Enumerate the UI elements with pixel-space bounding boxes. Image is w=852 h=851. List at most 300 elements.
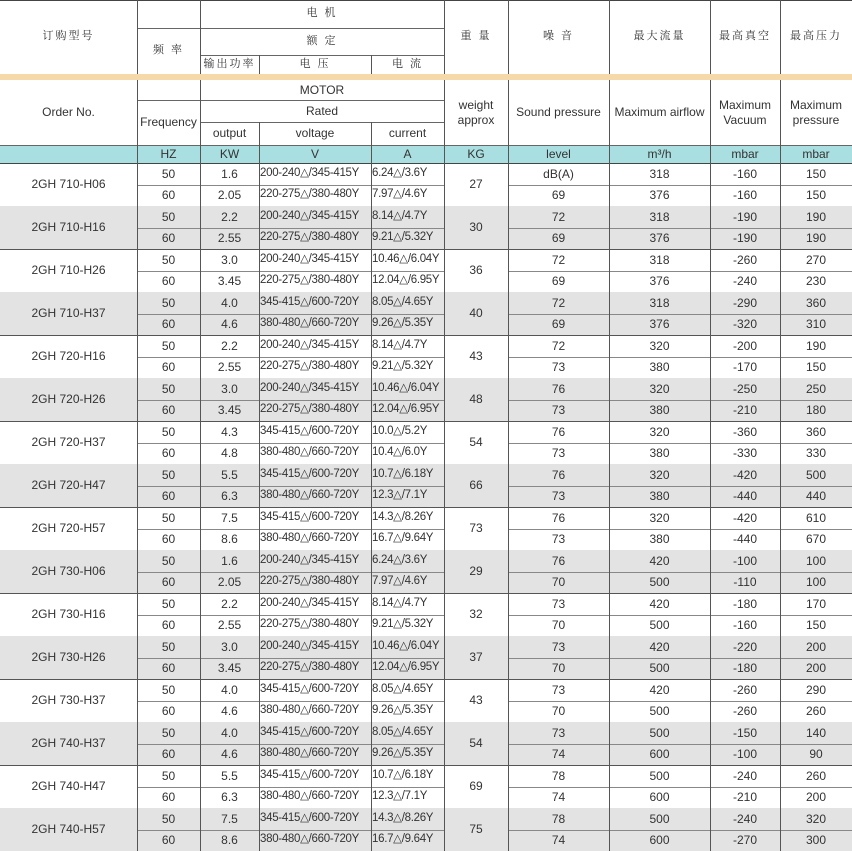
sound: 73	[551, 403, 566, 418]
header-zh-freq: 频 率	[152, 44, 185, 57]
divider	[259, 722, 260, 765]
frequency: 50	[161, 252, 176, 267]
divider	[137, 228, 444, 229]
sound: 73	[551, 446, 566, 461]
divider	[710, 722, 711, 765]
pressure: 150	[805, 360, 827, 375]
airflow: 420	[649, 639, 670, 654]
order-no: 2GH 720-H26	[31, 392, 106, 407]
sound: 73	[551, 360, 566, 375]
output: 2.55	[217, 618, 242, 633]
voltage: 345-415△/600-720Y	[260, 682, 360, 695]
sound: 74	[551, 747, 566, 762]
divider	[710, 145, 711, 163]
frequency: 60	[161, 489, 176, 504]
divider	[508, 744, 852, 745]
airflow: 318	[649, 166, 670, 181]
divider	[137, 486, 444, 487]
divider	[780, 163, 781, 206]
divider	[444, 163, 445, 206]
divider	[780, 722, 781, 765]
frequency: 50	[161, 596, 176, 611]
pressure: 300	[805, 833, 827, 848]
current: 8.05△/4.65Y	[372, 725, 434, 738]
unit-freq: HZ	[160, 146, 177, 161]
frequency: 50	[161, 295, 176, 310]
weight: 66	[469, 478, 483, 493]
weight: 73	[469, 521, 483, 536]
divider	[137, 572, 444, 573]
airflow: 376	[649, 317, 670, 332]
unit-vacuum: mbar	[731, 146, 759, 161]
frequency: 50	[161, 510, 176, 525]
voltage: 220-275△/380-480Y	[260, 231, 360, 244]
airflow: 500	[649, 618, 670, 633]
divider	[780, 335, 781, 378]
current: 16.7△/9.64Y	[372, 833, 434, 846]
divider	[444, 507, 445, 550]
divider	[259, 464, 260, 507]
pressure: 330	[805, 446, 827, 461]
current: 12.04△/6.95Y	[372, 403, 440, 416]
header-en-pressure: Maximum pressure	[789, 98, 842, 127]
divider	[200, 464, 201, 507]
divider	[609, 550, 610, 593]
divider	[137, 550, 138, 593]
vacuum: -290	[732, 295, 758, 310]
divider	[508, 357, 852, 358]
divider	[259, 249, 260, 292]
divider	[200, 507, 201, 550]
divider	[137, 0, 138, 74]
header-en-airflow: Maximum airflow	[614, 105, 705, 120]
divider	[259, 507, 260, 550]
current: 9.26△/5.35Y	[372, 704, 434, 717]
divider	[444, 145, 445, 163]
divider	[508, 314, 852, 315]
voltage: 220-275△/380-480Y	[260, 403, 360, 416]
airflow: 318	[649, 252, 670, 267]
vacuum: -160	[732, 188, 758, 203]
frequency: 60	[161, 188, 176, 203]
divider	[371, 378, 372, 421]
pressure: 200	[805, 661, 827, 676]
divider	[780, 464, 781, 507]
divider	[508, 163, 509, 206]
output: 4.3	[221, 424, 238, 439]
unit-output: KW	[219, 146, 240, 161]
current: 10.7△/6.18Y	[372, 768, 434, 781]
output: 8.6	[221, 833, 238, 848]
divider	[508, 701, 852, 702]
sound: 69	[551, 274, 566, 289]
pressure: 140	[805, 725, 827, 740]
divider	[137, 658, 444, 659]
output: 3.0	[221, 252, 238, 267]
unit-weight: KG	[467, 146, 485, 161]
airflow: 420	[649, 682, 670, 697]
sound: 74	[551, 790, 566, 805]
vacuum: -190	[732, 209, 758, 224]
order-no: 2GH 710-H16	[31, 220, 106, 235]
airflow: 320	[649, 338, 670, 353]
divider	[200, 722, 201, 765]
current: 6.24△/3.6Y	[372, 166, 428, 179]
divider	[508, 80, 509, 145]
weight: 37	[469, 650, 483, 665]
vacuum: -200	[732, 338, 758, 353]
voltage: 220-275△/380-480Y	[260, 618, 360, 631]
current: 10.7△/6.18Y	[372, 467, 434, 480]
output: 5.5	[221, 467, 238, 482]
divider	[609, 722, 610, 765]
divider	[200, 100, 444, 101]
voltage: 345-415△/600-720Y	[260, 295, 360, 308]
divider	[508, 787, 852, 788]
divider	[259, 292, 260, 335]
divider	[609, 593, 610, 636]
divider	[609, 636, 610, 679]
vacuum: -440	[732, 489, 758, 504]
sound: dB(A)	[543, 166, 574, 181]
divider	[710, 679, 711, 722]
frequency: 50	[161, 467, 176, 482]
order-no: 2GH 730-H37	[31, 693, 106, 708]
pressure: 200	[805, 639, 827, 654]
divider	[371, 55, 372, 74]
divider	[508, 292, 509, 335]
output: 3.45	[217, 661, 242, 676]
divider	[137, 722, 138, 765]
frequency: 60	[161, 231, 176, 246]
current: 14.3△/8.26Y	[372, 510, 434, 523]
frequency: 60	[161, 747, 176, 762]
divider	[710, 765, 711, 808]
divider	[259, 421, 260, 464]
current: 8.05△/4.65Y	[372, 682, 434, 695]
current: 7.97△/4.6Y	[372, 575, 428, 588]
divider	[137, 787, 444, 788]
airflow: 380	[649, 489, 670, 504]
divider	[371, 722, 372, 765]
divider	[371, 464, 372, 507]
divider	[444, 722, 445, 765]
pressure: 190	[805, 338, 827, 353]
divider	[444, 206, 445, 249]
divider	[137, 421, 138, 464]
weight: 32	[469, 607, 483, 622]
pressure: 270	[805, 252, 827, 267]
vacuum: -420	[732, 510, 758, 525]
airflow: 500	[649, 811, 670, 826]
current: 10.46△/6.04Y	[372, 252, 440, 265]
output: 5.5	[221, 768, 238, 783]
divider	[780, 507, 781, 550]
pressure: 360	[805, 295, 827, 310]
output: 3.0	[221, 639, 238, 654]
divider	[609, 808, 610, 851]
divider	[200, 421, 201, 464]
weight: 75	[469, 822, 483, 837]
pressure: 440	[805, 489, 827, 504]
divider	[508, 507, 509, 550]
header-en-motor: MOTOR	[299, 82, 345, 97]
divider	[444, 550, 445, 593]
airflow: 420	[649, 596, 670, 611]
divider	[609, 80, 610, 145]
divider	[371, 550, 372, 593]
voltage: 220-275△/380-480Y	[260, 661, 360, 674]
voltage: 200-240△/345-415Y	[260, 553, 360, 566]
divider	[508, 271, 852, 272]
output: 4.0	[221, 295, 238, 310]
airflow: 376	[649, 274, 670, 289]
divider	[0, 145, 852, 146]
weight: 54	[469, 736, 483, 751]
divider	[259, 55, 260, 74]
divider	[200, 55, 444, 56]
vacuum: -320	[732, 317, 758, 332]
divider	[780, 636, 781, 679]
output: 3.45	[217, 403, 242, 418]
pressure: 180	[805, 403, 827, 418]
current: 10.46△/6.04Y	[372, 381, 440, 394]
airflow: 500	[649, 704, 670, 719]
voltage: 380-480△/660-720Y	[260, 747, 360, 760]
order-no: 2GH 720-H37	[31, 435, 106, 450]
divider	[200, 145, 201, 163]
divider	[508, 378, 509, 421]
order-no: 2GH 720-H16	[31, 349, 106, 364]
vacuum: -240	[732, 811, 758, 826]
divider	[710, 421, 711, 464]
divider	[609, 464, 610, 507]
divider	[371, 765, 372, 808]
divider	[200, 206, 201, 249]
divider	[137, 357, 444, 358]
divider	[508, 615, 852, 616]
divider	[137, 529, 444, 530]
vacuum: -170	[732, 360, 758, 375]
frequency: 50	[161, 682, 176, 697]
divider	[444, 421, 445, 464]
unit-voltage: V	[310, 146, 319, 161]
current: 8.14△/4.7Y	[372, 596, 428, 609]
current: 14.3△/8.26Y	[372, 811, 434, 824]
divider	[371, 421, 372, 464]
divider	[508, 679, 509, 722]
pressure: 90	[809, 747, 823, 762]
pressure: 150	[805, 188, 827, 203]
order-no: 2GH 720-H47	[31, 478, 106, 493]
header-en-voltage: voltage	[295, 126, 335, 141]
divider	[200, 122, 444, 123]
airflow: 500	[649, 768, 670, 783]
divider	[137, 206, 138, 249]
divider	[508, 529, 852, 530]
divider	[780, 80, 781, 145]
divider	[137, 593, 138, 636]
output: 2.2	[221, 338, 238, 353]
header-zh-output: 输出功率	[203, 57, 256, 70]
divider	[444, 808, 445, 851]
sound: 72	[551, 209, 566, 224]
divider	[508, 443, 852, 444]
order-no: 2GH 710-H37	[31, 306, 106, 321]
header-zh-motor: 电 机	[306, 7, 338, 20]
vacuum: -330	[732, 446, 758, 461]
current: 12.04△/6.95Y	[372, 661, 440, 674]
divider	[259, 765, 260, 808]
output: 4.0	[221, 682, 238, 697]
divider	[508, 335, 509, 378]
voltage: 345-415△/600-720Y	[260, 424, 360, 437]
pressure: 100	[805, 575, 827, 590]
order-no: 2GH 740-H37	[31, 736, 106, 751]
divider	[137, 830, 444, 831]
unit-airflow: m³/h	[647, 146, 672, 161]
output: 2.55	[217, 231, 242, 246]
divider	[200, 636, 201, 679]
divider	[137, 615, 444, 616]
weight: 43	[469, 349, 483, 364]
vacuum: -100	[732, 747, 758, 762]
sound: 74	[551, 833, 566, 848]
divider	[780, 378, 781, 421]
divider	[609, 335, 610, 378]
vacuum: -260	[732, 252, 758, 267]
current: 7.97△/4.6Y	[372, 188, 428, 201]
divider	[200, 378, 201, 421]
header-zh-weight: 重 量	[460, 30, 492, 43]
divider	[444, 378, 445, 421]
divider	[780, 292, 781, 335]
current: 9.21△/5.32Y	[372, 618, 434, 631]
voltage: 220-275△/380-480Y	[260, 274, 360, 287]
divider	[710, 464, 711, 507]
voltage: 200-240△/345-415Y	[260, 596, 360, 609]
sound: 76	[551, 381, 566, 396]
divider	[259, 550, 260, 593]
pressure: 610	[805, 510, 827, 525]
divider	[137, 636, 138, 679]
unit-sound: level	[546, 146, 571, 161]
voltage: 345-415△/600-720Y	[260, 725, 360, 738]
order-no: 2GH 730-H16	[31, 607, 106, 622]
header-en-weight: weight approx	[457, 98, 495, 127]
divider	[444, 593, 445, 636]
divider	[780, 808, 781, 851]
divider	[259, 636, 260, 679]
output: 7.5	[221, 811, 238, 826]
sound: 69	[551, 317, 566, 332]
vacuum: -110	[733, 575, 757, 590]
frequency: 60	[161, 360, 176, 375]
divider	[259, 593, 260, 636]
divider	[259, 335, 260, 378]
divider	[137, 100, 200, 101]
order-no: 2GH 710-H06	[31, 177, 106, 192]
voltage: 345-415△/600-720Y	[260, 467, 360, 480]
divider	[137, 80, 138, 145]
vacuum: -180	[732, 661, 758, 676]
vacuum: -420	[732, 467, 758, 482]
sound: 76	[551, 467, 566, 482]
output: 2.2	[221, 596, 238, 611]
frequency: 50	[161, 639, 176, 654]
current: 8.14△/4.7Y	[372, 338, 428, 351]
sound: 70	[551, 618, 566, 633]
vacuum: -210	[732, 403, 758, 418]
output: 3.45	[217, 274, 242, 289]
frequency: 60	[161, 833, 176, 848]
airflow: 320	[649, 381, 670, 396]
pressure: 290	[805, 682, 827, 697]
divider	[259, 808, 260, 851]
divider	[780, 679, 781, 722]
divider	[444, 679, 445, 722]
sound: 76	[551, 510, 566, 525]
vacuum: -360	[732, 424, 758, 439]
divider	[137, 443, 444, 444]
current: 9.26△/5.35Y	[372, 317, 434, 330]
divider	[780, 206, 781, 249]
voltage: 200-240△/345-415Y	[260, 252, 360, 265]
current: 8.05△/4.65Y	[372, 295, 434, 308]
vacuum: -150	[732, 725, 758, 740]
divider	[137, 464, 138, 507]
sound: 78	[551, 768, 566, 783]
divider	[609, 378, 610, 421]
divider	[0, 0, 852, 1]
sound: 70	[551, 575, 566, 590]
order-no: 2GH 720-H57	[31, 521, 106, 536]
divider	[508, 185, 852, 186]
current: 9.21△/5.32Y	[372, 231, 434, 244]
divider	[200, 28, 444, 29]
pressure: 190	[805, 231, 827, 246]
header-en-vacuum: Maximum Vacuum	[718, 98, 771, 127]
header-zh-voltage: 电 压	[299, 57, 331, 70]
current: 10.0△/5.2Y	[372, 424, 428, 437]
frequency: 60	[161, 661, 176, 676]
airflow: 318	[649, 209, 670, 224]
divider	[710, 335, 711, 378]
frequency: 50	[161, 424, 176, 439]
divider	[609, 163, 610, 206]
airflow: 380	[649, 403, 670, 418]
divider	[200, 163, 201, 206]
current: 12.3△/7.1Y	[372, 489, 428, 502]
airflow: 500	[649, 661, 670, 676]
output: 1.6	[221, 553, 238, 568]
divider	[137, 163, 138, 206]
airflow: 500	[649, 575, 670, 590]
voltage: 380-480△/660-720Y	[260, 446, 360, 459]
divider	[371, 507, 372, 550]
vacuum: -160	[732, 166, 758, 181]
divider	[508, 486, 852, 487]
divider	[710, 206, 711, 249]
divider	[444, 292, 445, 335]
header-zh-vacuum: 最高真空	[719, 30, 771, 43]
vacuum: -250	[732, 381, 758, 396]
pressure: 670	[805, 532, 827, 547]
divider	[371, 249, 372, 292]
weight: 30	[469, 220, 483, 235]
current: 8.14△/4.7Y	[372, 209, 428, 222]
divider	[200, 80, 201, 145]
